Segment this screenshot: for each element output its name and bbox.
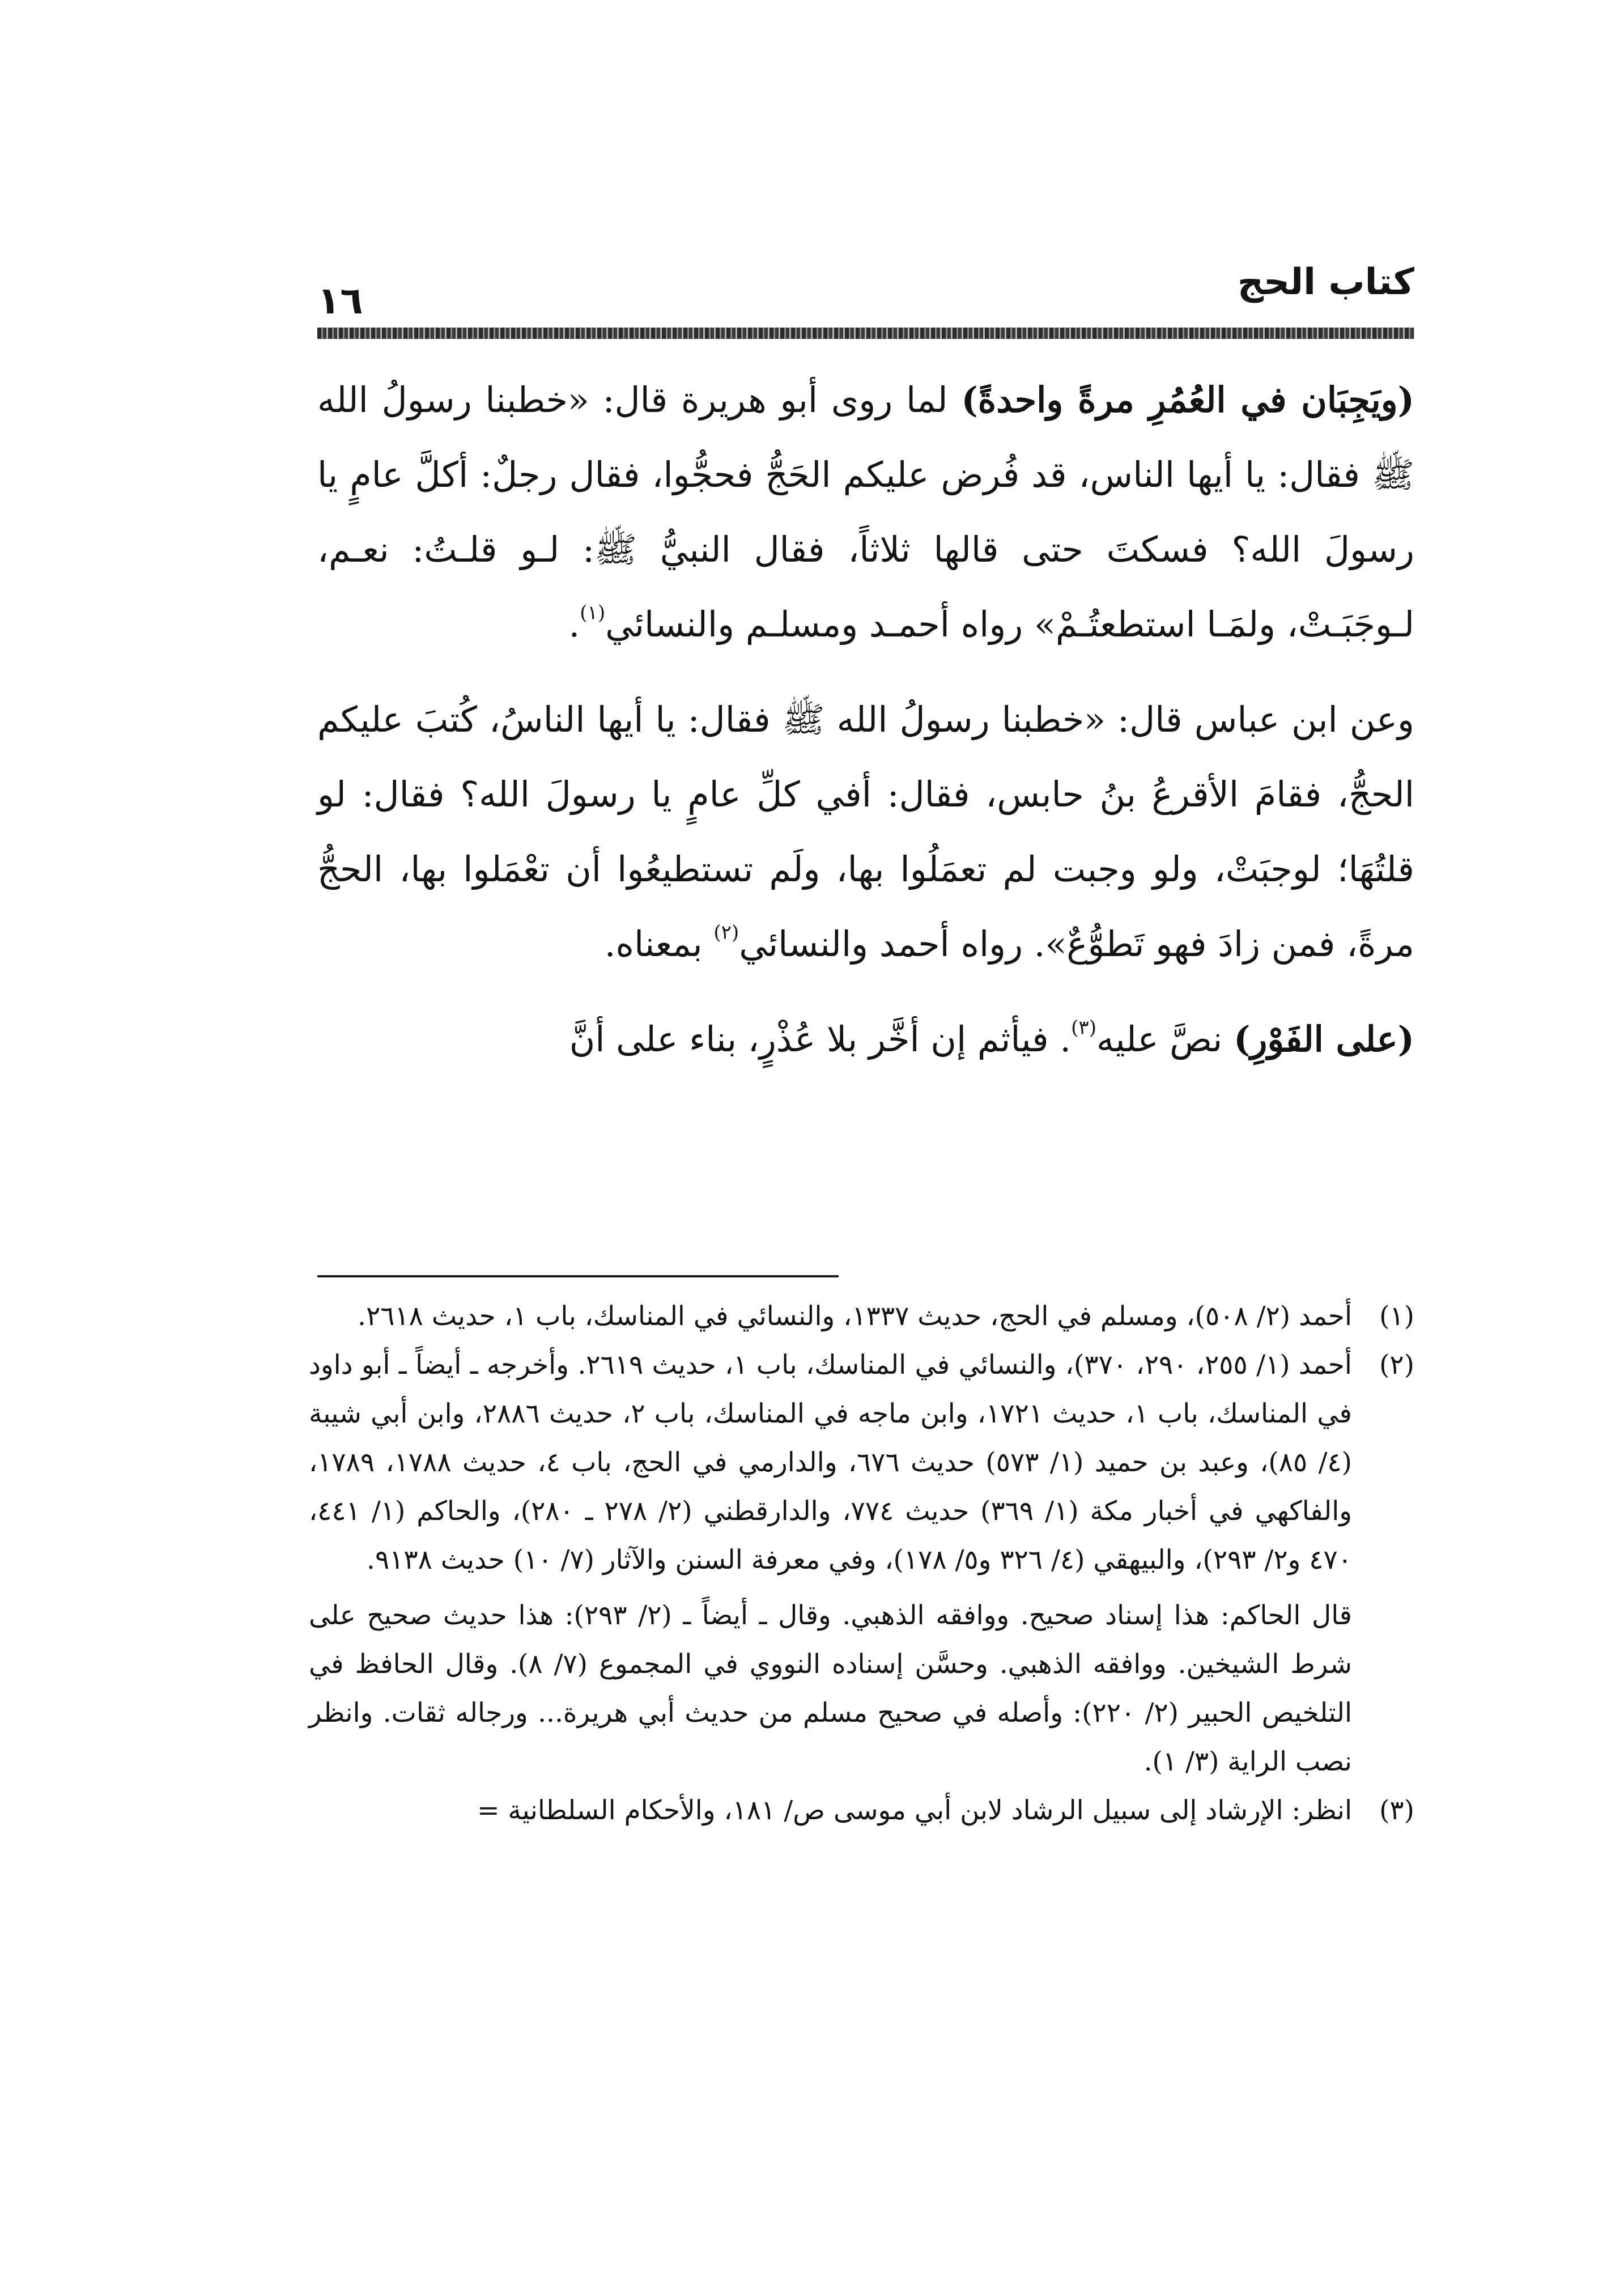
paragraph-2 [317,682,1414,982]
header-rule [317,328,1414,339]
paragraph-1 [317,363,1414,662]
paragraph-text: لما روى أبو هريرة قال: «خطبنا رسولُ الله ﷺ فقال: يا أيها الناس، قد فُرض عليكم الحَجُّ فحجُّوا، فقال رجلٌ: أكلَّ عامٍ يا رسولَ الله؟ فسكتَ حتى قالها ثلاثاً، فقال النبيُّ ﷺ: لـو قلـتُ: نعـم، لـوجَبَـتْ، ولمَـا استطعتُـمْ» رواه أحمـد ومسلـم والنسائي [317,379,1414,645]
footnote-divider [317,1275,839,1277]
footnote-number: (١) [1379,1301,1414,1332]
footnote-ref: (٣) [1071,1016,1096,1039]
paragraph-end: . [568,604,580,645]
page-header [317,255,1414,340]
footnote-ref: (٢) [713,921,739,944]
paragraph-text: وعن ابن عباس قال: «خطبنا رسولُ الله ﷺ فقال: يا أيها الناسُ، كُتبَ عليكم الحجُّ، فقامَ الأقرعُ بنُ حابس، فقال: أفي كلِّ عامٍ يا رسولَ الله؟ فقال: لو قلتُهَا؛ لوجبَتْ، ولو وجبت لم تعمَلُوا بها، ولَم تستطيعُوا أن تعْمَلوا بها، الحجُّ مرةً، فمن زادَ فهو تَطوُّعٌ». رواه أحمد والنسائي [317,699,1414,965]
footnotes [309,1292,1414,1835]
page-number: ١٦ [317,279,363,322]
footnote-number: (٢) [1379,1349,1414,1381]
paragraph-end: بمعناه. [604,923,714,965]
footnote-1 [309,1292,1414,1341]
running-title: كتاب الحج [1237,261,1414,303]
main-text [317,363,1414,1077]
matn-lead: (ويَجِبَان في العُمُرِ مرةً واحدةً) [961,379,1414,421]
footnote-3 [309,1786,1414,1835]
footnote-text: أحمد (٢/ ٥٠٨)، ومسلم في الحج، حديث ١٣٣٧، والنسائي في المناسك، باب ١، حديث ٢٦١٨. [358,1301,1352,1332]
paragraph-text: نصَّ عليه [1096,1018,1234,1060]
footnote-ref: (١) [580,601,606,625]
footnote-text: انظر: الإرشاد إلى سبيل الرشاد لابن أبي موسى ص/ ١٨١، والأحكام السلطانية = [477,1795,1352,1826]
paragraph-3 [317,1002,1414,1077]
footnote-text: أحمد (١/ ٢٥٥، ٢٩٠، ٣٧٠)، والنسائي في المناسك، باب ١، حديث ٢٦١٩. وأخرجه ـ أيضاً ـ أبو داود في المناسك، باب ١، حديث ١٧٢١، وابن ماجه في المناسك، باب ٢، حديث ٢٨٨٦، وابن أبي شيبة (٤/ ٨٥)، وعبد بن حميد (١/ ٥٧٣) حديث ٦٧٦، والدارمي في الحج، باب ٤، حديث ١٧٨٨، ١٧٨٩، والفاكهي في أخبار مكة (١/ ٣٦٩) حديث ٧٧٤، والدارقطني (٢/ ٢٧٨ ـ ٢٨٠)، والحاكم (١/ ٤٤١، ٤٧٠ و٢/ ٢٩٣)، والبيهقي (٤/ ٣٢٦ و٥/ ١٧٨)، وفي معرفة السنن والآثار (٧/ ١٠) حديث ٩١٣٨. [309,1349,1352,1576]
paragraph-end: . فيأثم إن أخَّر بلا عُذْرٍ، بناء على أنَّ [569,1018,1072,1060]
footnote-2 [309,1341,1414,1786]
matn-lead: (على الفَوْرِ) [1234,1018,1414,1060]
footnote-text: قال الحاكم: هذا إسناد صحيح. ووافقه الذهبي. وقال ـ أيضاً ـ (٢/ ٢٩٣): هذا حديث صحيح على شرط الشيخين. ووافقه الذهبي. وحسَّن إسناده النووي في المجموع (٧/ ٨). وقال الحافظ في التلخيص الحبير (٢/ ٢٢٠): وأصله في صحيح مسلم من حديث أبي هريرة... ورجاله ثقات. وانظر نصب الراية (٣/ ١). [309,1600,1352,1777]
footnote-number: (٣) [1379,1795,1414,1826]
